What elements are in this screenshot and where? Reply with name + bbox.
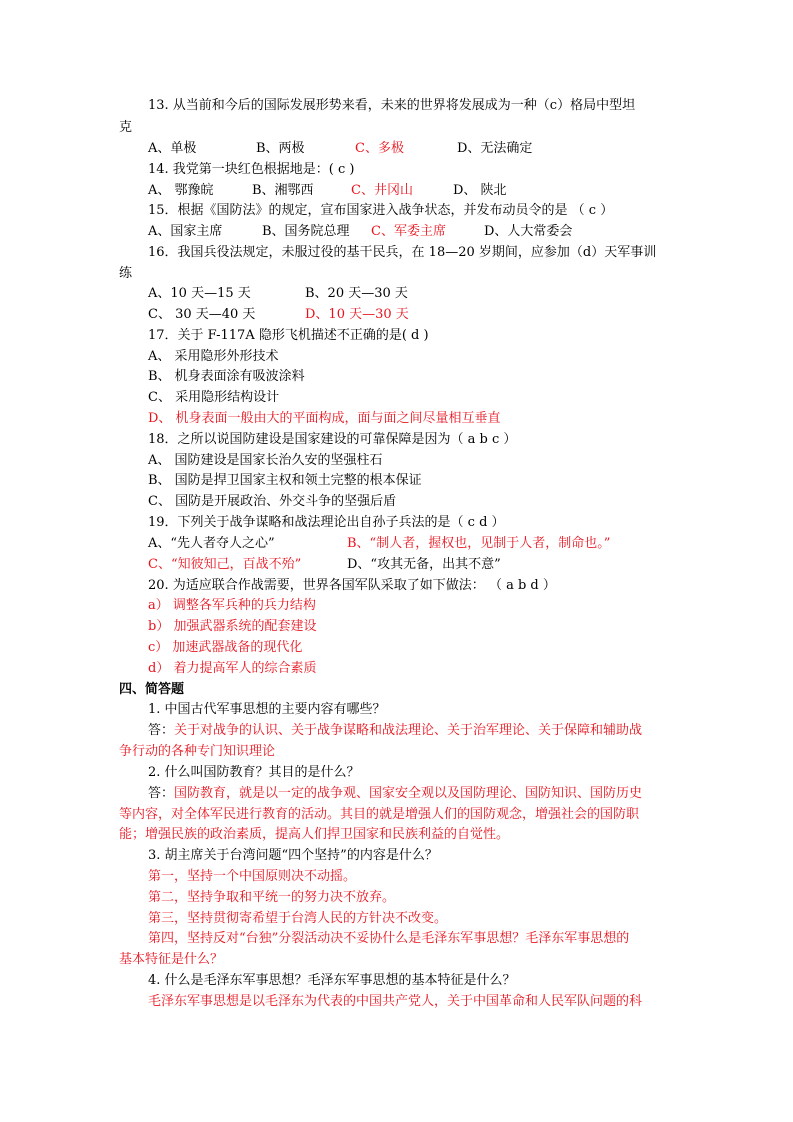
sa3-answer-line3: 第三，坚持贯彻寄希望于台湾人民的方针决不改变。 bbox=[148, 911, 448, 926]
section-title: 四、简答题 bbox=[119, 682, 185, 697]
q15-option-b: B、国务院总理 bbox=[262, 224, 350, 239]
sa3-answer-line5: 基本特征是什么？ bbox=[119, 952, 224, 967]
sa1-answer-line1 bbox=[148, 722, 642, 740]
q16-option-d: D、10 天—30 天 bbox=[305, 307, 409, 322]
q15-option-c: C、军委主席 bbox=[371, 224, 446, 239]
q19-stem: 19．下列关于战争谋略和战法理论出自孙子兵法的是（ c d ） bbox=[148, 515, 505, 530]
sa2-answer-line3: 能；增强民族的政治素质，提高人们捍卫国家和民族利益的自觉性。 bbox=[119, 827, 510, 842]
q16-option-b: B、20 天—30 天 bbox=[305, 286, 408, 301]
q19-option-a: A、“先人者夺人之心” bbox=[148, 536, 275, 551]
q20-option-a: a） 调整各军兵种的兵力结构 bbox=[148, 598, 316, 613]
sa1-answer-line2: 争行动的各种专门知识理论 bbox=[119, 744, 276, 759]
q15-option-d: D、人大常委会 bbox=[484, 224, 573, 239]
q14-option-c: C、井冈山 bbox=[351, 183, 413, 198]
sa3-question: 3. 胡主席关于台湾问题“四个坚持”的内容是什么？ bbox=[148, 848, 438, 863]
q17-option-c: C、 采用隐形结构设计 bbox=[148, 390, 280, 405]
q13-option-a: A、单极 bbox=[148, 141, 197, 156]
sa2-answer-text: 国防教育，就是以一定的战争观、国家安全观以及国防理论、国防知识、国防历史 bbox=[174, 786, 643, 801]
q13-stem-cont: 克 bbox=[119, 120, 133, 135]
q16-stem: 16．我国兵役法规定，未服过役的基干民兵，在 18—20 岁期间，应参加（d）天军事训 bbox=[148, 245, 657, 260]
q14-option-b: B、湘鄂西 bbox=[252, 183, 314, 198]
q19-option-c: C、“知彼知己，百战不殆” bbox=[148, 557, 302, 572]
sa1-answer-text: 关于对战争的认识、关于战争谋略和战法理论、关于治军理论、关于保障和辅助战 bbox=[174, 723, 643, 738]
sa3-answer-line4: 第四，坚持反对“台独”分裂活动决不妥协什么是毛泽东军事思想？毛泽东军事思想的 bbox=[148, 931, 630, 946]
q14-option-d: D、 陕北 bbox=[453, 183, 507, 198]
q17-option-d: D、 机身表面一般由大的平面构成，面与面之间尽量相互垂直 bbox=[148, 411, 501, 426]
q14-stem: 14. 我党第一块红色根据地是：( c ) bbox=[148, 162, 355, 177]
q18-stem: 18．之所以说国防建设是国家建设的可靠保障是因为（ a b c ） bbox=[148, 432, 517, 447]
q16-stem-cont: 练 bbox=[119, 266, 133, 281]
q19-option-b: B、“制人者，握权也，见制于人者，制命也。” bbox=[347, 536, 611, 551]
q17-option-b: B、 机身表面涂有吸波涂料 bbox=[148, 369, 305, 384]
q13-stem: 13. 从当前和今后的国际发展形势来看，未来的世界将发展成为一种（c）格局中型坦 bbox=[148, 98, 636, 113]
q15-stem: 15．根据《国防法》的规定，宣布国家进入战争状态，并发布动员令的是 （ c ） bbox=[148, 203, 614, 218]
q20-option-b: b） 加强武器系统的配套建设 bbox=[148, 619, 317, 634]
sa2-answer-prefix: 答： bbox=[148, 786, 175, 801]
q15-option-a: A、国家主席 bbox=[148, 224, 223, 239]
q19-option-d: D、“攻其无备，出其不意” bbox=[347, 557, 501, 572]
sa2-question: 2. 什么叫国防教育？其目的是什么？ bbox=[148, 765, 360, 780]
q17-stem: 17．关于 F-117A 隐形飞机描述不正确的是( d ) bbox=[148, 328, 429, 343]
sa2-answer-line1 bbox=[148, 785, 642, 803]
sa3-answer-line2: 第二，坚持争取和平统一的努力决不放弃。 bbox=[148, 890, 396, 905]
q20-option-d: d） 着力提高军人的综合素质 bbox=[148, 661, 317, 676]
q20-stem: 20. 为适应联合作战需要，世界各国军队采取了如下做法： （ a b d ） bbox=[148, 578, 556, 593]
q18-option-b: B、 国防是捍卫国家主权和领土完整的根本保证 bbox=[148, 473, 422, 488]
sa2-answer-line2: 等内容，对全体军民进行教育的活动。其目的就是增强人们的国防观念，增强社会的国防职 bbox=[119, 807, 640, 822]
q17-option-a: A、 采用隐形外形技术 bbox=[148, 349, 279, 364]
q16-option-c: C、 30 天—40 天 bbox=[148, 307, 256, 322]
q13-option-d: D、无法确定 bbox=[457, 141, 533, 156]
sa4-answer-line1: 毛泽东军事思想是以毛泽东为代表的中国共产党人，关于中国革命和人民军队问题的科 bbox=[148, 994, 643, 1009]
q14-option-a: A、 鄂豫皖 bbox=[148, 183, 214, 198]
q13-option-c: C、多极 bbox=[355, 141, 404, 156]
q18-option-c: C、 国防是开展政治、外交斗争的坚强后盾 bbox=[148, 494, 397, 509]
q13-option-b: B、两极 bbox=[256, 141, 305, 156]
q16-option-a: A、10 天—15 天 bbox=[148, 286, 251, 301]
q20-option-c: c） 加速武器战备的现代化 bbox=[148, 640, 303, 655]
sa3-answer-line1: 第一，坚持一个中国原则决不动摇。 bbox=[148, 869, 357, 884]
sa1-question: 1. 中国古代军事思想的主要内容有哪些？ bbox=[148, 702, 386, 717]
sa1-answer-prefix: 答： bbox=[148, 723, 175, 738]
q18-option-a: A、 国防建设是国家长治久安的坚强柱石 bbox=[148, 453, 383, 468]
sa4-question: 4. 什么是毛泽东军事思想？毛泽东军事思想的基本特征是什么？ bbox=[148, 973, 516, 988]
